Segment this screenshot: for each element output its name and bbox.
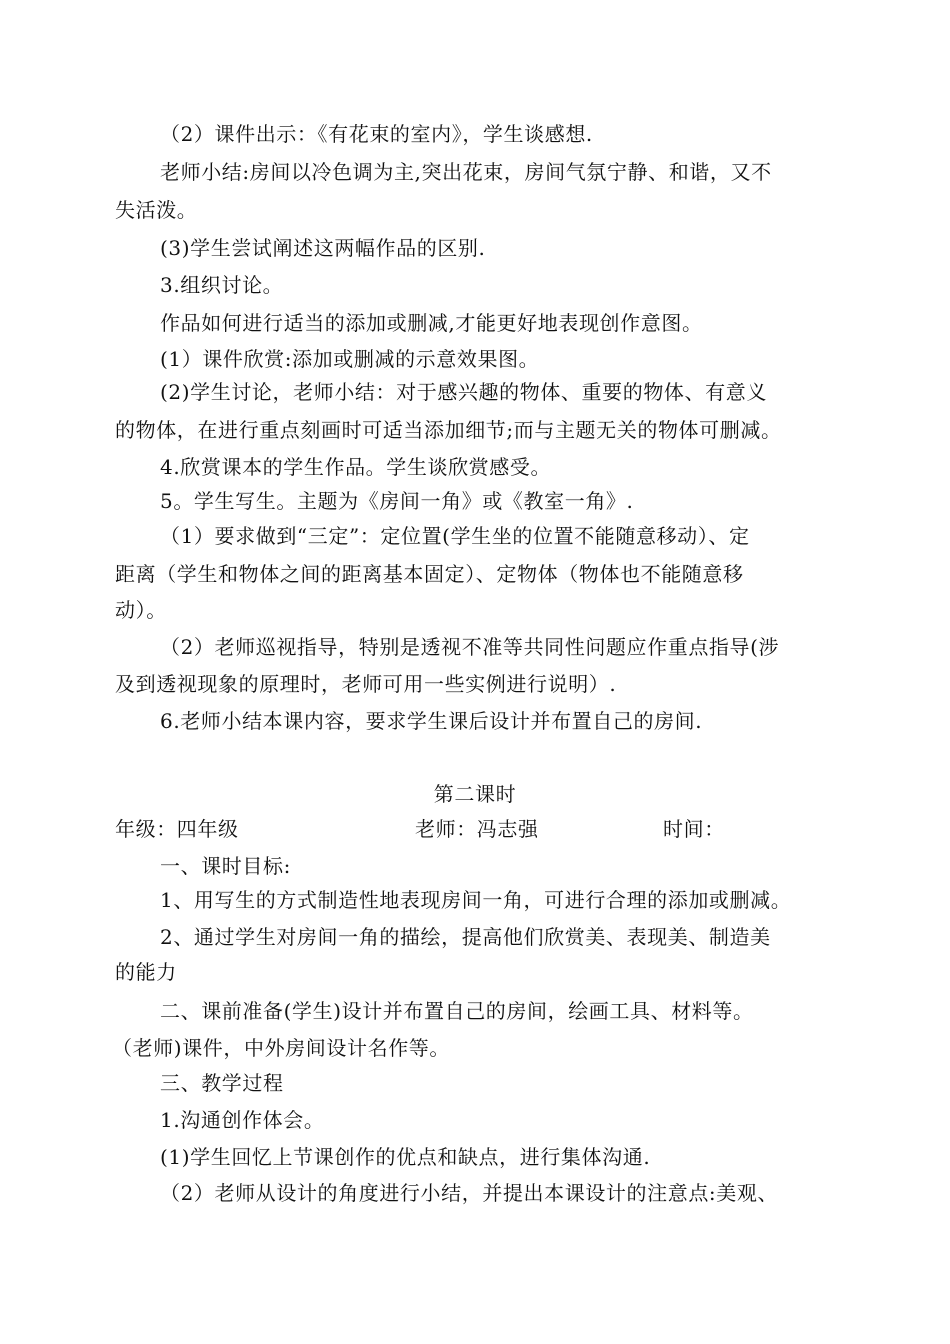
paragraph-line: 及到透视现象的原理时，老师可用一些实例进行说明）. [115, 672, 617, 696]
paragraph-line: (2)学生讨论，老师小结：对于感兴趣的物体、重要的物体、有意义 [160, 380, 767, 404]
paragraph-line: 二、课前准备(学生)设计并布置自己的房间，绘画工具、材料等。 [160, 999, 754, 1023]
paragraph-line: (1)学生回忆上节课创作的优点和缺点，进行集体沟通. [160, 1145, 651, 1169]
paragraph-line: 6.老师小结本课内容，要求学生课后设计并布置自己的房间. [160, 709, 703, 733]
paragraph-line: 5。学生写生。主题为《房间一角》或《教室一角》. [160, 489, 634, 513]
paragraph-line: 距离（学生和物体之间的距离基本固定）、定物体（物体也不能随意移 [115, 562, 744, 586]
paragraph-line: （2）老师巡视指导，特别是透视不准等共同性问题应作重点指导(涉 [160, 635, 780, 659]
paragraph-line: 4.欣赏课本的学生作品。学生谈欣赏感受。 [160, 455, 552, 479]
section-title: 第二课时 [433, 782, 517, 806]
paragraph-line: 一、课时目标: [160, 854, 291, 878]
paragraph-line: （2）课件出示：《有花束的室内》，学生谈感想. [160, 122, 593, 146]
paragraph-line: 作品如何进行适当的添加或删减,才能更好地表现创作意图。 [160, 311, 703, 335]
paragraph-line: 老师小结:房间以冷色调为主,突出花束，房间气氛宁静、和谐，又不 [160, 160, 772, 184]
paragraph-line: （1）要求做到“三定”：定位置(学生坐的位置不能随意移动）、定 [160, 524, 750, 548]
paragraph-line: 2、通过学生对房间一角的描绘，提高他们欣赏美、表现美、制造美 [160, 925, 771, 949]
paragraph-line: 失活泼。 [115, 198, 198, 222]
grade-label: 年级：四年级 [115, 817, 239, 841]
paragraph-line: 1.沟通创作体会。 [160, 1108, 325, 1132]
paragraph-line: （老师)课件，中外房间设计名作等。 [112, 1036, 451, 1060]
paragraph-line: (3)学生尝试阐述这两幅作品的区别. [160, 236, 486, 260]
paragraph-line: 的物体，在进行重点刻画时可适当添加细节;而与主题无关的物体可删减。 [115, 418, 782, 442]
paragraph-line: (1）课件欣赏:添加或删减的示意效果图。 [160, 347, 540, 371]
paragraph-line: 动）。 [115, 598, 167, 622]
paragraph-line: （2）老师从设计的角度进行小结，并提出本课设计的注意点:美观、 [160, 1181, 779, 1205]
teacher-label: 老师：冯志强 [415, 817, 539, 841]
paragraph-line: 1、用写生的方式制造性地表现房间一角，可进行合理的添加或删减。 [160, 888, 792, 912]
paragraph-line: 三、教学过程 [160, 1071, 284, 1095]
paragraph-line: 的能力 [115, 960, 177, 984]
paragraph-line: 3.组织讨论。 [160, 273, 284, 297]
time-label: 时间： [663, 817, 725, 841]
